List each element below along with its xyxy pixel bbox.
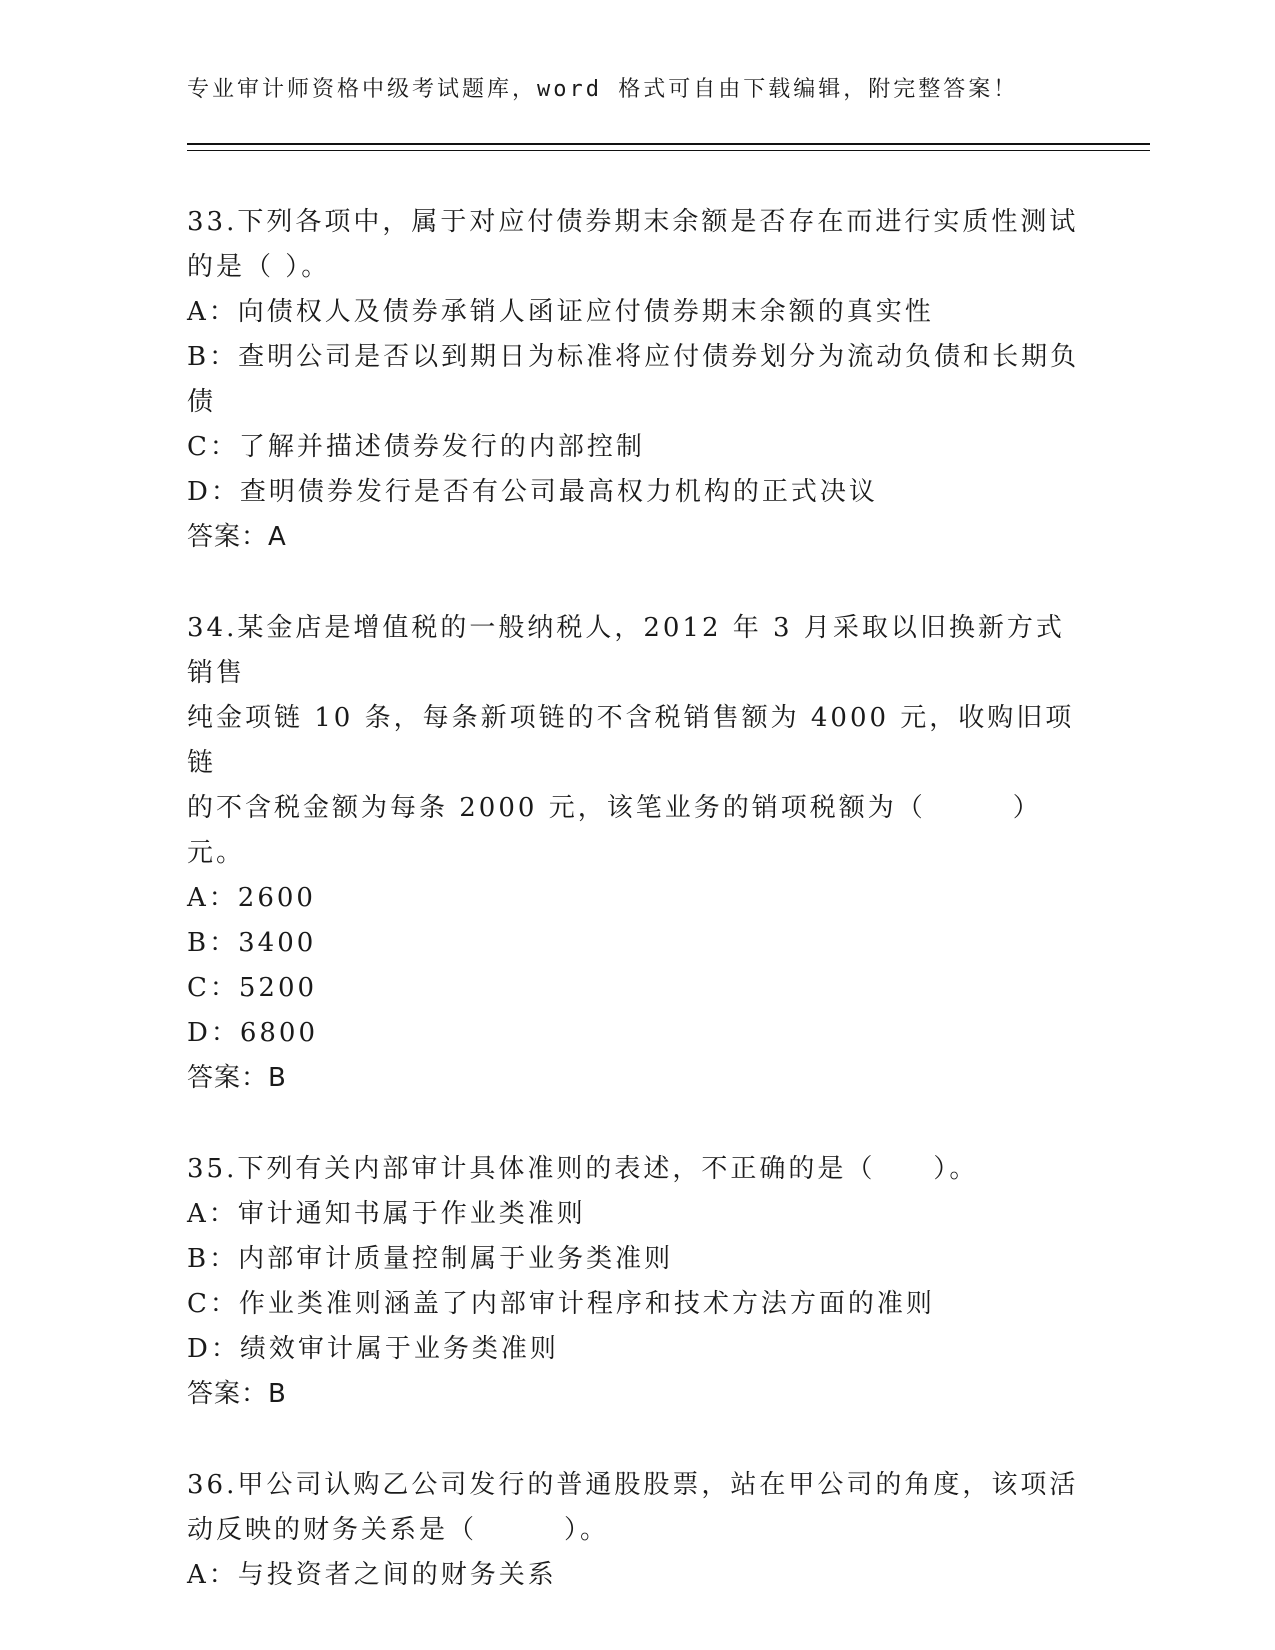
option-d: D：6800 <box>187 1018 319 1048</box>
option-b: B：查明公司是否以到期日为标准将应付债券划分为流动负债和长期负 <box>187 342 1080 372</box>
option-a: A：2600 <box>187 883 316 913</box>
question-stem-line: 的不含税金额为每条 2000 元，该笔业务的销项税额为（ ）元。 <box>187 793 1042 868</box>
question-stem-line: 34.某金店是增值税的一般纳税人，2012 年 3 月采取以旧换新方式销售 <box>187 613 1065 688</box>
option-a: A：审计通知书属于作业类准则 <box>187 1199 586 1229</box>
question-33 <box>187 200 1087 560</box>
answer-label: 答案：B <box>187 1063 287 1093</box>
header-divider-thick <box>187 143 1150 145</box>
question-stem-line: 纯金项链 10 条，每条新项链的不含税销售额为 4000 元，收购旧项链 <box>187 703 1075 778</box>
question-36 <box>187 1463 1087 1598</box>
question-list <box>187 200 1087 1644</box>
question-stem-line: 36.甲公司认购乙公司发行的普通股股票，站在甲公司的角度，该项活 <box>187 1470 1079 1500</box>
option-d: D：查明债券发行是否有公司最高权力机构的正式决议 <box>187 477 878 507</box>
question-stem-line: 的是（ ）。 <box>187 252 331 282</box>
option-c: C：5200 <box>187 973 318 1003</box>
question-34 <box>187 606 1087 1101</box>
header-divider-thin <box>187 150 1150 151</box>
option-c: C：作业类准则涵盖了内部审计程序和技术方法方面的准则 <box>187 1289 935 1319</box>
answer-label: 答案：A <box>187 522 287 552</box>
option-b: B：内部审计质量控制属于业务类准则 <box>187 1244 674 1274</box>
page-header: 专业审计师资格中级考试题库，word 格式可自由下载编辑，附完整答案！ <box>187 77 1019 102</box>
question-stem-line: 33.下列各项中，属于对应付债券期末余额是否存在而进行实质性测试 <box>187 207 1079 237</box>
question-35 <box>187 1147 1087 1417</box>
question-stem-line: 35.下列有关内部审计具体准则的表述，不正确的是（ ）。 <box>187 1154 979 1184</box>
option-a: A：向债权人及债券承销人函证应付债券期末余额的真实性 <box>187 297 934 327</box>
option-b: B：3400 <box>187 928 317 958</box>
option-d: D：绩效审计属于业务类准则 <box>187 1334 559 1364</box>
option-b-continued: 债 <box>187 387 217 417</box>
question-stem-line: 动反映的财务关系是（ ）。 <box>187 1515 610 1545</box>
option-a: A：与投资者之间的财务关系 <box>187 1560 557 1590</box>
answer-label: 答案：B <box>187 1379 287 1409</box>
option-c: C：了解并描述债券发行的内部控制 <box>187 432 645 462</box>
